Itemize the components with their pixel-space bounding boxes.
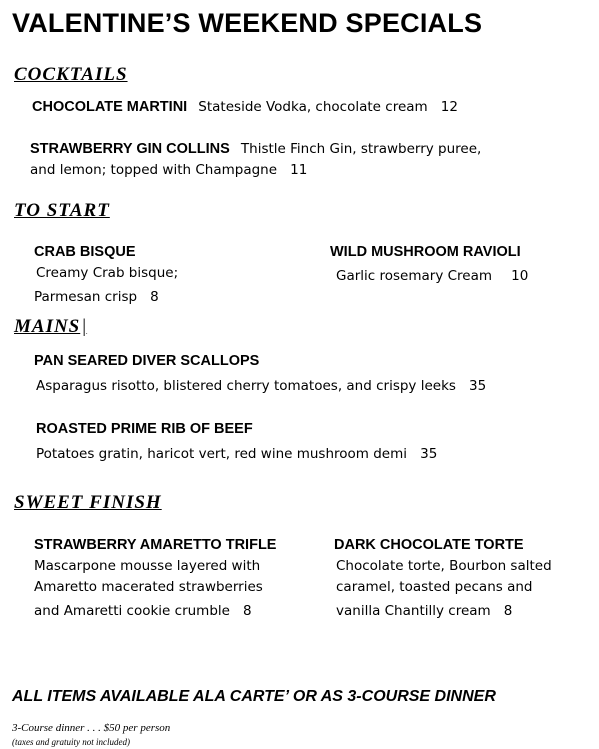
item-desc: Garlic rosemary Cream <box>336 268 493 284</box>
item-price: 11 <box>290 162 308 178</box>
item-price: 8 <box>150 289 159 305</box>
item-desc-line1: Thistle Finch Gin, strawberry puree, <box>240 141 482 157</box>
item-desc-line1: Mascarpone mousse layered with <box>34 558 261 574</box>
footer-course-price: 3-Course dinner . . . $50 per person <box>12 722 171 734</box>
item-price: 10 <box>511 268 529 284</box>
item-desc-line2: and lemon; topped with Champagne <box>30 162 278 178</box>
item-desc-line2: caramel, toasted pecans and <box>336 579 533 595</box>
item-name-wild-mushroom-ravioli: WILD MUSHROOM RAVIOLI <box>330 244 521 260</box>
item-name-crab-bisque: CRAB BISQUE <box>34 244 136 260</box>
section-heading-to-start: TO START <box>14 200 110 221</box>
item-name-strawberry-amaretto-trifle: STRAWBERRY AMARETTO TRIFLE <box>34 537 277 553</box>
menu-item-cont <box>336 265 528 284</box>
item-desc: Stateside Vodka, chocolate cream <box>198 99 428 115</box>
item-desc: Potatoes gratin, haricot vert, red wine mushroom demi <box>36 446 408 462</box>
item-price: 8 <box>503 603 513 619</box>
menu-item <box>32 96 458 115</box>
section-heading-mains <box>14 316 87 338</box>
menu-item <box>30 138 481 157</box>
item-name-dark-chocolate-torte: DARK CHOCOLATE TORTE <box>334 537 524 553</box>
item-desc-line1: Creamy Crab bisque; <box>36 265 179 281</box>
item-name-roasted-prime-rib: ROASTED PRIME RIB OF BEEF <box>36 421 253 437</box>
item-price: 12 <box>440 99 458 115</box>
item-desc-line3: vanilla Chantilly cream <box>336 603 491 619</box>
item-desc-line2: Parmesan crisp <box>34 289 138 305</box>
section-heading-cocktails: COCKTAILS <box>14 64 128 85</box>
menu-title: VALENTINE’S WEEKEND SPECIALS <box>12 8 483 38</box>
item-price: 35 <box>420 446 438 462</box>
item-desc-line1: Chocolate torte, Bourbon salted <box>336 558 552 574</box>
mains-heading-text: MAINS <box>14 316 81 337</box>
menu-item-cont <box>36 375 486 394</box>
item-name-strawberry-gin-collins: STRAWBERRY GIN COLLINS <box>30 141 230 157</box>
item-price: 35 <box>469 378 487 394</box>
menu-item-cont <box>34 600 252 619</box>
footer-availability: ALL ITEMS AVAILABLE ALA CARTE’ OR AS 3-COURSE DINNER <box>12 688 496 705</box>
footer-tax-note: (taxes and gratuity not included) <box>12 737 130 747</box>
item-name-pan-seared-diver-scallops: PAN SEARED DIVER SCALLOPS <box>34 353 260 369</box>
item-price: 8 <box>243 603 252 619</box>
menu-item-cont <box>336 600 512 619</box>
item-desc: Asparagus risotto, blistered cherry tomatoes, and crispy leeks <box>36 378 456 394</box>
item-name-chocolate-martini: CHOCOLATE MARTINI <box>32 99 188 115</box>
menu-item-cont <box>36 443 437 462</box>
section-heading-sweet-finish: SWEET FINISH <box>14 492 162 513</box>
menu-item-cont <box>30 159 307 178</box>
heading-bar: | <box>82 316 88 337</box>
menu-item-cont <box>34 286 159 305</box>
item-desc-line2: Amaretto macerated strawberries <box>34 579 263 595</box>
item-desc-line3: and Amaretti cookie crumble <box>34 603 230 619</box>
